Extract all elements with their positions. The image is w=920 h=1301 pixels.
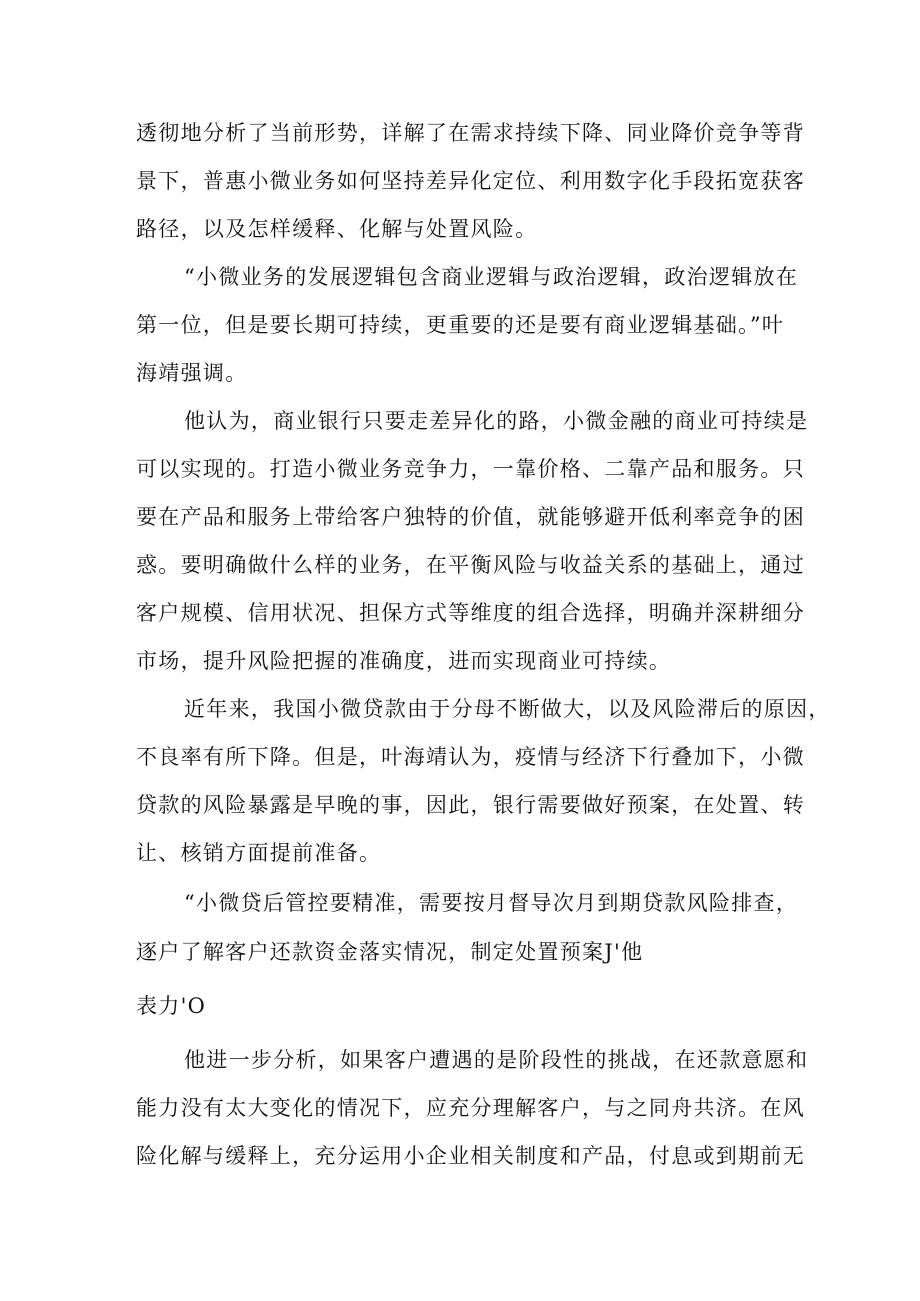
p1-line-2: 景下，普惠小微业务如何坚持差异化定位、利用数字化手段拓宽获客 <box>136 169 805 193</box>
p3-line-3: 要在产品和服务上带给客户独特的价值，就能够避开低利率竞争的困 <box>136 505 805 529</box>
p6-line-2: 能力没有太大变化的情况下，应充分理解客户，与之同舟共济。在风 <box>136 1096 805 1120</box>
p1-line-1: 透彻地分析了当前形势，详解了在需求持续下降、同业降价竞争等背 <box>136 121 805 145</box>
p4-line-4: 让、核销方面提前准备。 <box>136 841 382 865</box>
p5-line-3: 表力'O <box>136 994 207 1018</box>
p6-line-1: 他进一步分析，如果客户遭遇的是阶段性的挑战，在还款意愿和 <box>184 1048 809 1072</box>
p5-line-2: 逐户了解客户还款资金落实情况，制定处置预案J'他 <box>136 940 644 964</box>
p3-line-1: 他认为，商业银行只要走差异化的路，小微金融的商业可持续是 <box>184 409 809 433</box>
p3-line-6: 市场，提升风险把握的准确度，进而实现商业可持续。 <box>136 649 672 673</box>
p2-line-2: 第一位，但是要长期可持续，更重要的还是要有商业逻辑基础。”叶 <box>136 313 785 337</box>
p6-line-3: 险化解与缓释上，充分运用小企业相关制度和产品，付息或到期前无 <box>136 1144 805 1168</box>
p3-line-5: 客户规模、信用状况、担保方式等维度的组合选择，明确并深耕细分 <box>136 601 805 625</box>
p2-line-1: “小微业务的发展逻辑包含商业逻辑与政治逻辑，政治逻辑放在 <box>184 265 799 289</box>
p4-line-2: 不良率有所下降。但是，叶海靖认为，疫情与经济下行叠加下，小微 <box>136 745 805 769</box>
p3-line-2: 可以实现的。打造小微业务竞争力，一靠价格、二靠产品和服务。只 <box>136 457 805 481</box>
p4-line-3: 贷款的风险暴露是早晚的事，因此，银行需要做好预案，在处置、转 <box>136 793 805 817</box>
p5-line-1: “小微贷后管控要精准，需要按月督导次月到期贷款风险排查， <box>184 891 799 915</box>
p3-line-4: 惑。要明确做什么样的业务，在平衡风险与收益关系的基础上，通过 <box>136 553 805 577</box>
p2-line-3: 海靖强调。 <box>136 361 248 385</box>
p1-line-3: 路径，以及怎样缓释、化解与处置风险。 <box>136 217 538 241</box>
p4-line-1: 近年来，我国小微贷款由于分母不断做大，以及风险滞后的原因， <box>184 697 831 721</box>
